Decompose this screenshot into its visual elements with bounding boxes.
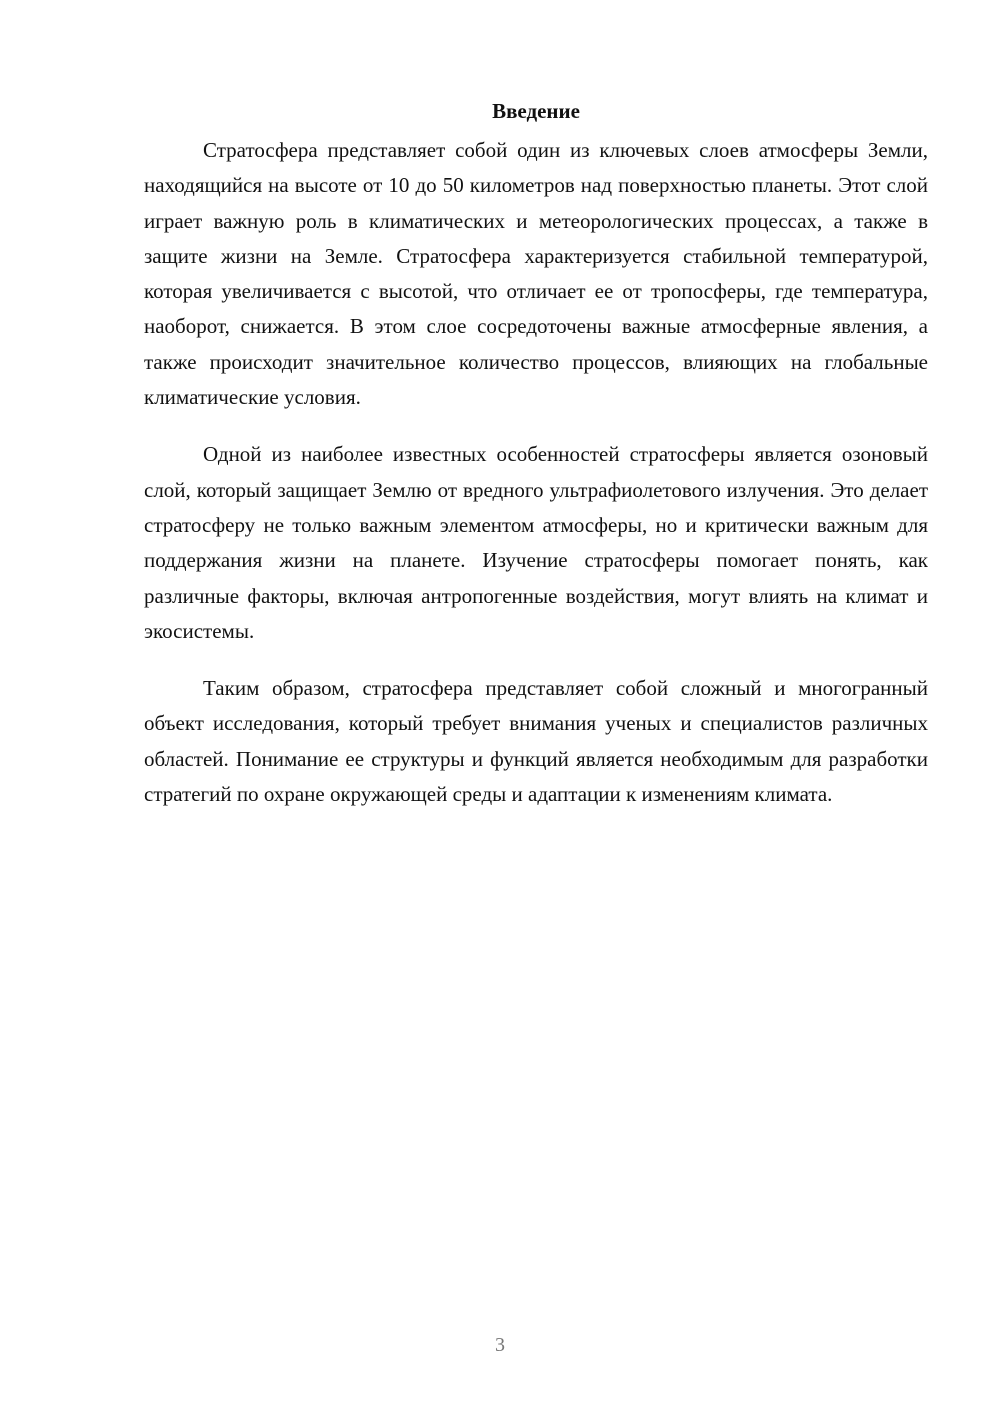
page-content xyxy=(144,95,928,834)
paragraph-1: Стратосфера представляет собой один из ключевых слоев атмосферы Земли, находящийся на высоте от 10 до 50 километров над поверхностью планеты. Этот слой играет важную роль в климатических и метеорологических процессах, а также в защите жизни на Земле. Стратосфера характеризуется стабильной температурой, которая увеличивается с высотой, что отличает ее от тропосферы, где температура, наоборот, снижается. В этом слое сосредоточены важные атмосферные явления, а также происходит значительное количество процессов, влияющих на глобальные климатические условия. xyxy=(144,138,928,410)
section-heading: Введение xyxy=(492,99,580,123)
page-number: 3 xyxy=(495,1334,505,1356)
paragraph-2: Одной из наиболее известных особенностей стратосферы является озоновый слой, который защищает Землю от вредного ультрафиолетового излучения. Это делает стратосферу не только важным элементом атмосферы, но и критически важным для поддержания жизни на планете. Изучение стратосферы помогает понять, как различные факторы, включая антропогенные воздействия, могут влиять на климат и экосистемы. xyxy=(144,442,928,643)
paragraph-3: Таким образом, стратосфера представляет собой сложный и многогранный объект исследования, который требует внимания ученых и специалистов различных областей. Понимание ее структуры и функций является необходимым для разработки стратегий по охране окружающей среды и адаптации к изменениям климата. xyxy=(144,676,928,807)
